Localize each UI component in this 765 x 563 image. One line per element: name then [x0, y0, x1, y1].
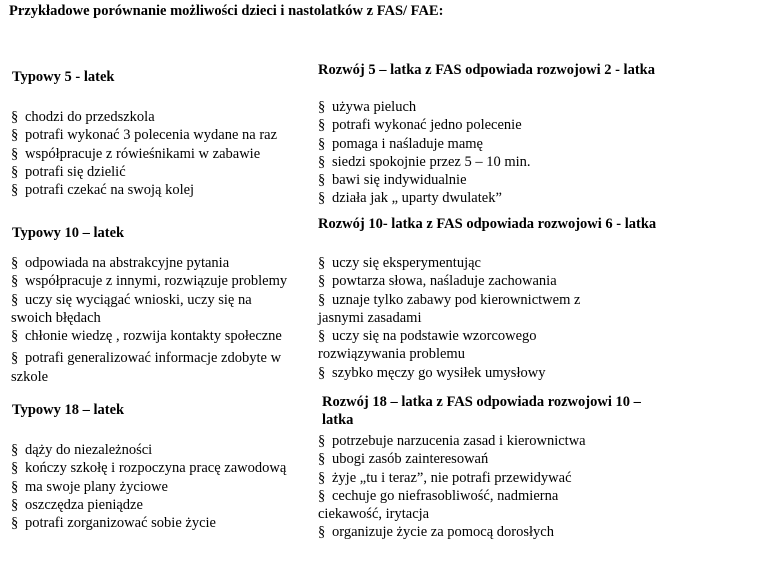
right-heading-18: Rozwój 18 – latka z FAS odpowiada rozwojowi 10 – latka — [322, 394, 641, 428]
list-item: § pomaga i naśladuje mamę — [318, 135, 483, 152]
list-item: § szybko męczy go wysiłek umysłowy — [318, 364, 546, 381]
list-item: § potrzebuje narzucenia zasad i kierownictwa — [318, 433, 586, 449]
list-item: § oszczędza pieniądze — [11, 496, 143, 513]
list-item: § chłonie wiedzę , rozwija kontakty społeczne — [11, 328, 282, 345]
list-item: § uczy się eksperymentując — [318, 255, 481, 271]
list-item: § ma swoje plany życiowe — [11, 478, 168, 495]
left-list-18 — [11, 441, 321, 532]
list-item: § chodzi do przedszkola — [11, 109, 155, 125]
list-item: § potrafi czekać na swoją kolej — [11, 182, 195, 199]
list-item: § cechuje go niefrasobliwość, nadmierna ciekawość, irytacja — [318, 487, 562, 523]
right-list-18 — [318, 432, 638, 542]
list-item: § potrafi generalizować informacje zdobyte w szkole — [11, 350, 285, 385]
list-item: § potrafi wykonać 3 polecenia wydane na raz — [11, 127, 278, 144]
list-item: § uczy się na podstawie wzorcowego rozwiązywania problemu — [318, 328, 541, 363]
list-item: § działa jak „ uparty dwulatek” — [318, 190, 502, 207]
list-item: § uczy się wyciągać wnioski, uczy się na swoich błędach — [11, 291, 256, 326]
left-heading-18: Typowy 18 – latek — [12, 402, 125, 418]
list-item: § potrafi zorganizować sobie życie — [11, 515, 216, 532]
list-item: § powtarza słowa, naśladuje zachowania — [318, 273, 557, 290]
list-item: § ubogi zasób zainteresowań — [318, 451, 489, 468]
right-list-5 — [318, 98, 648, 208]
page-title: Przykładowe porównanie możliwości dzieci i nastolatków z FAS/ FAE: — [9, 3, 444, 19]
left-list-10 — [11, 254, 317, 386]
list-item: § bawi się indywidualnie — [318, 172, 467, 189]
right-heading-5: Rozwój 5 – latka z FAS odpowiada rozwojowi 2 - latka — [318, 62, 655, 78]
list-item: § odpowiada na abstrakcyjne pytania — [11, 255, 230, 271]
list-item: § kończy szkołę i rozpoczyna pracę zawodową — [11, 460, 287, 477]
list-item: § potrafi się dzielić — [11, 163, 126, 180]
list-item: § używa pieluch — [318, 99, 417, 115]
left-heading-5: Typowy 5 - latek — [12, 69, 115, 85]
left-list-5 — [11, 108, 316, 199]
list-item: § siedzi spokojnie przez 5 – 10 min. — [318, 153, 531, 170]
list-item: § współpracuje z innymi, rozwiązuje problemy — [11, 273, 288, 290]
left-heading-10: Typowy 10 – latek — [12, 225, 125, 241]
list-item: § organizuje życie za pomocą dorosłych — [318, 524, 554, 541]
list-item: § potrafi wykonać jedno polecenie — [318, 117, 522, 134]
list-item: § uznaje tylko zabawy pod kierownictwem z jasnymi zasadami — [318, 291, 585, 326]
right-heading-10: Rozwój 10- latka z FAS odpowiada rozwojowi 6 - latka — [318, 216, 657, 232]
list-item: § żyje „tu i teraz”, nie potrafi przewidywać — [318, 469, 572, 486]
list-item: § dąży do niezależności — [11, 442, 153, 458]
list-item: § współpracuje z rówieśnikami w zabawie — [11, 145, 261, 162]
right-list-10 — [318, 254, 623, 382]
